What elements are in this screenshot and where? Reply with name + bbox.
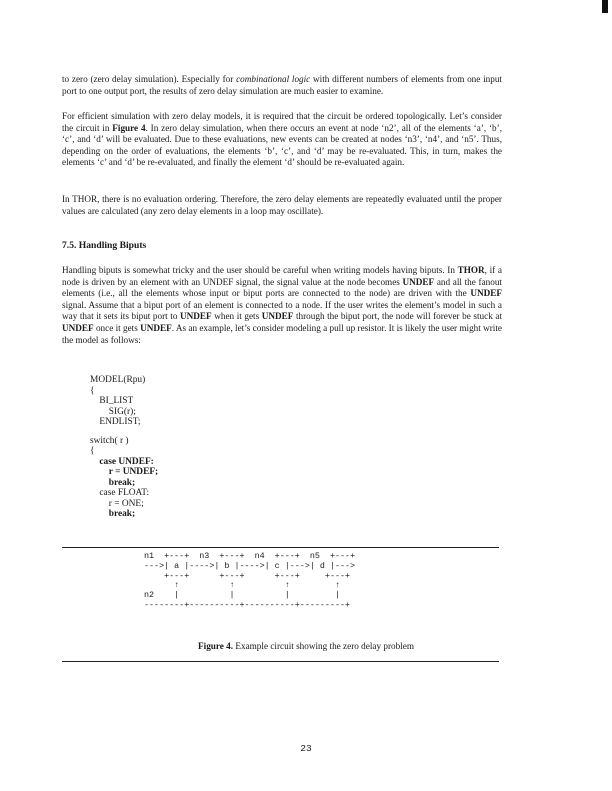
diagram-line: --------+----------+----------+---------+ (144, 599, 351, 610)
code-line: { (90, 385, 95, 396)
figure-top-rule (62, 547, 499, 548)
section-heading: 7.5. Handling Biputs (62, 240, 147, 251)
corner-mark (602, 0, 608, 13)
code-line: BI_LIST (90, 396, 134, 406)
paragraph-intro: to zero (zero delay simulation). Especially for combinational logic with different numbers of elements from one input port to one output port, the results of zero delay simulation are much easier to examine. (62, 74, 502, 96)
diagram-line: ↑ ↑ ↑ ↑ (144, 580, 341, 591)
code-line: MODEL(Rpu) (90, 375, 146, 385)
code-listing (90, 375, 158, 520)
paragraph-thor-ordering: In THOR, there is no evaluation ordering. Therefore, the zero delay elements are repeatedly evaluated until the proper values are calculated (any zero delay elements in a loop may oscillate). (62, 194, 502, 216)
code-line: break; (90, 509, 136, 519)
code-line: case UNDEF: (90, 456, 154, 467)
diagram-line: +---+ +---+ +---+ +---+ (144, 570, 351, 581)
code-gap (90, 428, 158, 436)
diagram-line: --->| a |---->| b |---->| c |--->| d |---> (144, 560, 356, 571)
paragraph-biputs: Handling biputs is somewhat tricky and the user should be careful when writing models having biputs. In THOR, if a node is driven by an element with an UNDEF signal, the signal value at the node becomes UNDEF and all the fanout elements (i.e., all the elements whose input or biput ports are connected to the node) are driven with the UNDEF signal. Assume that a biput port of an element is connected to a node. If the user writes the element’s model in such a way that it sets its biput port to UNDEF when it gets UNDEF through the biput port, the node will forever be stuck at UNDEF once it gets UNDEF. As an example, let’s consider modeling a pull up resistor. It is likely the user might write the model as follows: (62, 265, 503, 345)
figure-bottom-rule (62, 661, 499, 662)
code-line: ENDLIST; (90, 417, 141, 427)
code-line: case FLOAT: (90, 488, 150, 498)
circuit-diagram (144, 552, 355, 611)
code-line: { (90, 446, 95, 456)
diagram-line: n2 | | | | (144, 590, 341, 601)
figure-caption: Figure 4. Example circuit showing the zero delay problem (198, 641, 414, 651)
diagram-line: n1 +---+ n3 +---+ n4 +---+ n5 +---+ (144, 551, 356, 561)
code-line: break; (90, 477, 136, 488)
code-line: switch( r ) (90, 435, 129, 446)
code-line: r = ONE; (90, 498, 144, 509)
code-line: r = UNDEF; (90, 467, 159, 477)
paragraph-topological-order: For efficient simulation with zero delay models, it is required that the circuit be ordered topologically. Let’s consider the circuit in Figure 4. In zero delay simulation, when there occurs an event at node ‘n2’, all of the elements ‘a’, ‘b’, ‘c’, and ‘d’ will be evaluated. Due to these evaluations, new events can be created at nodes ‘n3’, ‘n4’, and ‘n5’. Thus, depending on the order of evaluations, the elements ‘b’, ‘c’, and ‘d’ may be re-evaluated. This, in turn, makes the elements ‘c’ and ‘d’ be re-evaluated, and finally the element ‘d’ should be re-evaluated again. (62, 111, 502, 168)
page-number: 23 (300, 743, 312, 754)
code-line: SIG(r); (90, 406, 136, 417)
